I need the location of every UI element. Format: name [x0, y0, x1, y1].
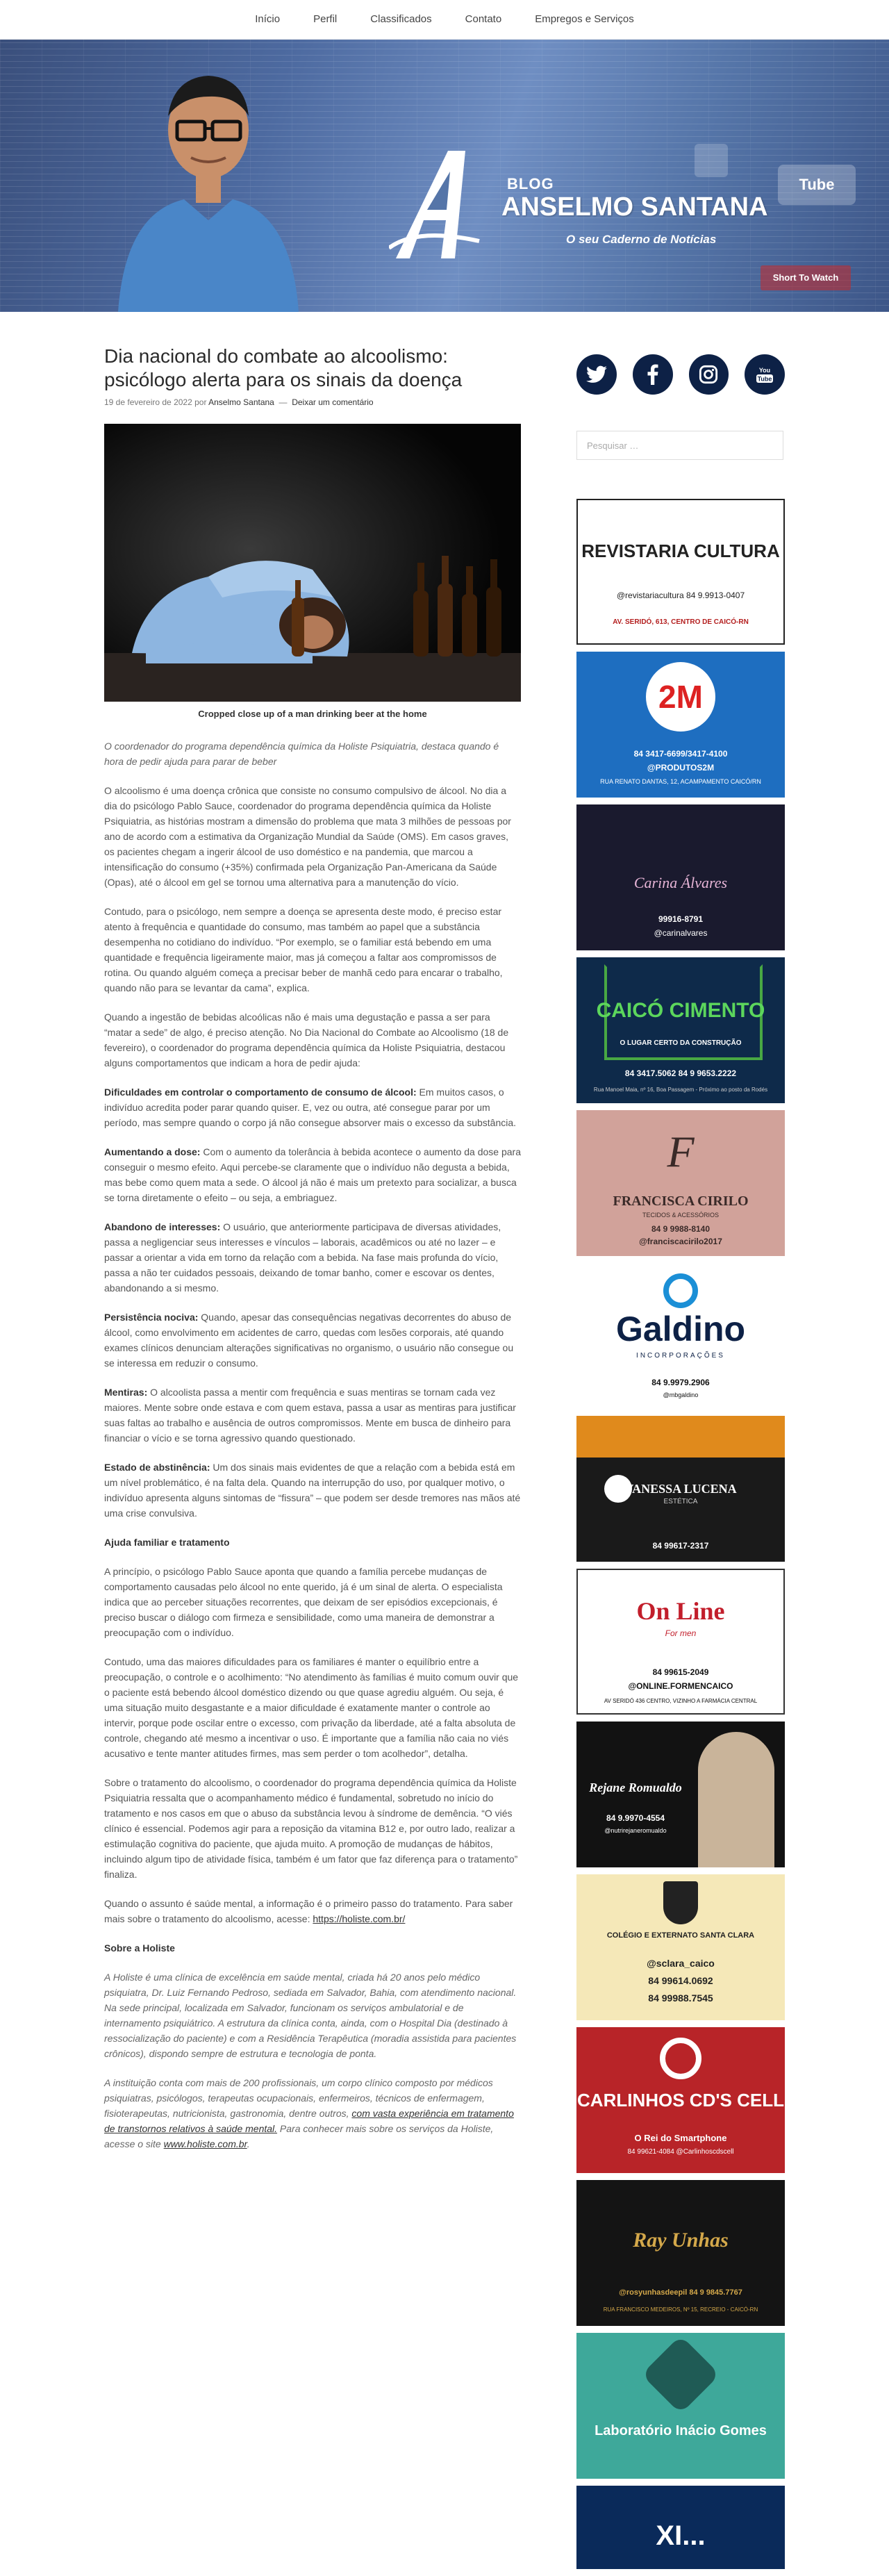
- sign-interests-heading: Abandono de interesses:: [104, 1221, 221, 1232]
- ad-2m[interactable]: [576, 652, 785, 798]
- ad-carina-alvares[interactable]: [576, 804, 785, 950]
- sign-persistence-text: Quando, apesar das consequências negativas decorrentes do abuso de álcool, como envolvimento em acidentes de carro, quedas com lesões corporais, até quando exames clínicos denunciam alterações significativas no organismo, o usuário não consegue ou se interessa em reduzir o consumo.: [104, 1312, 514, 1369]
- blog-tagline: O seu Caderno de Notícias: [566, 233, 717, 246]
- ad-caico-cimento[interactable]: [576, 957, 785, 1103]
- paragraph-7: [104, 1896, 521, 1926]
- ad-title: FRANCISCA CIRILO: [613, 1194, 749, 1209]
- nav-item-perfil[interactable]: Perfil: [313, 13, 338, 25]
- blog-name: ANSELMO SANTANA: [501, 192, 768, 222]
- twitter-icon[interactable]: [576, 354, 617, 395]
- paragraph-9-c: .: [247, 2138, 250, 2149]
- top-navigation: [0, 0, 889, 40]
- facebook-watermark-icon: [695, 144, 728, 177]
- blog-logo-a-icon: [389, 144, 486, 262]
- ad-logo-icon: [641, 2335, 720, 2413]
- ad-phone: 84 9.9979.2906: [651, 1378, 710, 1387]
- facebook-icon[interactable]: [633, 354, 673, 395]
- drunk-man-illustration: [104, 424, 521, 702]
- sign-control-text: Em muitos casos, o indivíduo acredita poder parar quando quiser. E, vez ou outra, até consegue parar por um período, mas sempre quando o corpo já não consegue absorver mais o excesso da substância.: [104, 1087, 517, 1128]
- ad-phone: 84 3417-6699/3417-4100: [633, 749, 728, 759]
- sign-persistence: [104, 1310, 521, 1371]
- sign-lies: [104, 1385, 521, 1446]
- header-banner[interactable]: [0, 40, 889, 312]
- ad-instagram: @sclara_caico: [647, 1958, 715, 1969]
- holiste-site-link[interactable]: www.holiste.com.br: [163, 2138, 247, 2149]
- ad-phone: 84 99615-2049: [652, 1667, 709, 1677]
- meta-separator: —: [279, 397, 288, 407]
- ad-laboratorio-inacio-gomes[interactable]: [576, 2333, 785, 2479]
- youtube-watermark: Tube: [778, 165, 856, 205]
- sidebar: [576, 354, 785, 2576]
- paragraph-9: [104, 2075, 521, 2152]
- post-content: [104, 345, 521, 2165]
- ad-title: CARLINHOS CD'S CELL: [577, 2090, 784, 2111]
- sign-interests-text: O usuário, que anteriormente participava de diversas atividades, passa a negligenciar seus interesses e vínculos – laborais, acadêmicos ou até no lazer – e passar a orientar a vida em torno da relação com a bebida. Na fase mais profunda do vício, passa a não ter cuidados pessoais, deixando de tomar banho, comer e escovar os dentes, abandonando a si mesmo.: [104, 1221, 501, 1294]
- sign-interests: [104, 1219, 521, 1296]
- ad-instagram: @franciscacirilo2017: [639, 1237, 722, 1246]
- ad-contact: @rosyunhasdeepil 84 9 9845.7767: [619, 2288, 742, 2297]
- ad-subtitle: TECIDOS & ACESSÓRIOS: [642, 1212, 720, 1219]
- paragraph-8: A Holiste é uma clínica de excelência em saúde mental, criada há 20 anos pelo médico psiquiatra, Dr. Luiz Fernando Pedroso, sediada em Salvador, Bahia, com atendimento nacional. Na sede principal, localizada em Salvador, funcionam os serviços ambulatorial e de internamento psiquiátrico. A estrutura da clínica conta, ainda, com o Hospital Dia (destinado à ressocialização do paciente) e com a Residência Terapêutica (moradia assistida para pacientes crônicos), dispondo sempre de estrutura e tecnologia de ponta.: [104, 1972, 517, 2059]
- ad-phone: 84 9 9988-8140: [651, 1224, 711, 1234]
- ad-instagram: @nutrirejaneromualdo: [604, 1827, 667, 1834]
- ad-phone: 84 9.9970-4554: [606, 1813, 665, 1823]
- sign-control-heading: Dificuldades em controlar o comportamento de consumo de álcool:: [104, 1087, 417, 1098]
- ad-rejane-romualdo[interactable]: [576, 1722, 785, 1867]
- nav-item-empregos[interactable]: Empregos e Serviços: [535, 13, 634, 25]
- ad-title: COLÉGIO E EXTERNATO SANTA CLARA: [606, 1931, 755, 1940]
- sign-lies-text: O alcoolista passa a mentir com frequência e suas mentiras se tornam cada vez maiores. Mente sobre onde estava e com quem estava, passa a usar as mentiras para justificar suas faltas ao trabalho e ausência de outros compromissos. Mente em busca de dinheiro para financiar o vício e se torna agressivo quando questionado.: [104, 1387, 516, 1444]
- sign-persistence-heading: Persistência nociva:: [104, 1312, 199, 1323]
- post-by: por: [194, 397, 207, 407]
- ad-crest-icon: [663, 1881, 698, 1924]
- post-lead: O coordenador do programa dependência química da Holiste Psiquiatria, destaca quando é hora de pedir ajuda para parar de beber: [104, 741, 499, 767]
- ad-phone-1: 84 99614.0692: [648, 1975, 713, 1986]
- ad-monogram-icon: F: [667, 1127, 695, 1176]
- ad-title: XI...: [656, 2520, 706, 2551]
- post-author[interactable]: Anselmo Santana: [208, 397, 274, 407]
- sign-abstinence-heading: Estado de abstinência:: [104, 1462, 210, 1473]
- ad-logo-icon: [660, 2038, 701, 2079]
- ad-subtitle: For men: [665, 1628, 697, 1638]
- paragraph-4: A princípio, o psicólogo Pablo Sauce aponta que quando a família percebe mudanças de comportamento causadas pelo álcool no ente querido, já é um sinal de alerta. O especialista indica que ao perceber situações recorrentes, que deixam de ser episódios excepcionais, é preciso buscar o diálogo com firmeza e sensibilidade, como uma maneira de demonstrar a preocupação com o indivíduo.: [104, 1566, 503, 1638]
- ad-instagram: @ONLINE.FORMENCAICO: [628, 1681, 733, 1691]
- paragraph-6: Sobre o tratamento do alcoolismo, o coordenador do programa dependência química da Holiste Psiquiatria ressalta que o acompanhamento médico é fundamental, sobretudo no início do tratamento e nos casos em que o abuso da substância levou à síndrome de demência. “O viés clínico é essencial. Podemos agir para a reposição da vitamina B12 e, por outro lado, realizar a estimulação cognitiva do paciente, que ajuda muito. A promoção de mudanças de hábitos, incluindo algum tipo de atividade física, também é um fator que faz diferença para o tratamento” finaliza.: [104, 1777, 518, 1880]
- search-input[interactable]: Pesquisar …: [576, 431, 783, 460]
- ad-vanessa-lucena[interactable]: [576, 1416, 785, 1562]
- post-meta: [104, 397, 521, 407]
- ad-phone: 84 3417.5062 84 9 9653.2222: [624, 1068, 737, 1078]
- ad-portrait: [698, 1732, 774, 1867]
- nav-item-contato[interactable]: Contato: [465, 13, 502, 25]
- ad-title: Galdino: [615, 1310, 746, 1348]
- ad-logo-icon: [663, 1273, 698, 1308]
- ad-subtitle: O LUGAR CERTO DA CONSTRUÇÃO: [620, 1039, 742, 1047]
- post-title: Dia nacional do combate ao alcoolismo: psicólogo alerta para os sinais da doença: [104, 345, 463, 390]
- image-caption: Cropped close up of a man drinking beer at the home: [198, 709, 427, 719]
- ad-instagram: @carinalvares: [654, 928, 708, 938]
- ad-title: CAICÓ CIMENTO: [596, 999, 765, 1022]
- featured-image: [104, 424, 521, 702]
- ad-santa-clara[interactable]: [576, 1874, 785, 2020]
- ad-address: RUA FRANCISCO MEDEIROS, Nº 15, RECREIO - CAICÓ-RN: [603, 2306, 758, 2313]
- holiste-link[interactable]: https://holiste.com.br/: [313, 1913, 406, 1924]
- sign-abstinence-text: Um dos sinais mais evidentes de que a relação com a bebida está em um nível problemático, é na falta dela. Quando na interrupção do uso, por qualquer motivo, o indivíduo apresenta alguns sintomas de “fissura” – que podem ser desde tremores nas mãos até uma crise convulsiva.: [104, 1462, 521, 1519]
- heading-family-help: Ajuda familiar e tratamento: [104, 1537, 230, 1548]
- youtube-icon[interactable]: [745, 354, 785, 395]
- nav-item-classificados[interactable]: Classificados: [370, 13, 432, 25]
- ad-revistaria-cultura[interactable]: [576, 499, 785, 645]
- paragraph-7-text: Quando o assunto é saúde mental, a informação é o primeiro passo do tratamento. Para saber mais sobre o tratamento do alcoolismo, acesse:: [104, 1898, 513, 1924]
- sign-abstinence: [104, 1460, 521, 1521]
- ad-galdino[interactable]: [576, 1263, 785, 1409]
- paragraph-9-a: A instituição conta com mais de 200 profissionais, um corpo clínico composto por médicos psiquiatras, psicólogos, terapeutas ocupacionais, enfermeiros, técnicos de enfermagem, fisioterapeutas, nutricionista, gastronomia, dentre outros,: [104, 2077, 493, 2119]
- watch-watermark: Short To Watch: [761, 265, 851, 290]
- paragraph-3: Quando a ingestão de bebidas alcoólicas não é mais uma degustação e passa a ser para “matar a sede” de algo, é preciso atenção. No Dia Nacional do Combate ao Alcoolismo (18 de fevereiro), o coordenador do programa dependência química da Holiste Psiquiatria, destacou alguns comportamentos que indicam a hora de pedir ajuda:: [104, 1012, 509, 1068]
- ad-address: AV. SERIDÓ, 613, CENTRO DE CAICÓ-RN: [613, 618, 749, 626]
- svg-text:You: You: [758, 367, 771, 374]
- ad-address: AV SERIDÓ 436 CENTRO, VIZINHO A FARMÁCIA CENTRAL: [604, 1698, 758, 1704]
- ad-ray-unhas[interactable]: [576, 2180, 785, 2326]
- ad-carlinhos-cds-cell[interactable]: [576, 2027, 785, 2173]
- ad-orange-band: [576, 1416, 785, 1458]
- blog-label: BLOG: [507, 175, 554, 192]
- ad-title: Carina Álvares: [633, 874, 728, 891]
- ad-subtitle: ESTÉTICA: [663, 1498, 698, 1505]
- experience-link[interactable]: com vasta experiência em tratamento de transtornos relativos à saúde mental.: [104, 2108, 514, 2134]
- sign-dose-heading: Aumentando a dose:: [104, 1146, 201, 1157]
- ad-title: REVISTARIA CULTURA: [581, 540, 780, 561]
- paragraph-9-b: Para conhecer mais sobre os serviços da Holiste, acesse o site: [104, 2123, 494, 2149]
- svg-text:Tube: Tube: [757, 375, 772, 383]
- leave-comment-link[interactable]: Deixar um comentário: [292, 397, 374, 407]
- social-links: [576, 354, 785, 395]
- ad-phone: 99916-8791: [658, 914, 704, 924]
- ad-contact: @revistariacultura 84 9.9913-0407: [616, 591, 745, 600]
- paragraph-1: O alcoolismo é uma doença crônica que consiste no consumo compulsivo de álcool. No dia a dia do psicólogo Pablo Sauce, coordenador do programa dependência química da Holiste Psiquiatria, as histórias mostram a dimensão do problema que mata 3 milhões de pessoas por ano de acordo com a estimativa da Organização Mundial da Saúde (OMS). Em casos graves, os pacientes chegam a ingerir álcool de uso doméstico e na pandemia, que marcou a intensificação do consumo (+35%) confirmada pela Organização Pan-Americana da Saúde (Opas), até o álcool em gel se tornou uma alternativa para a manutenção do vício.: [104, 785, 511, 888]
- instagram-icon[interactable]: [689, 354, 729, 395]
- ad-title: Laboratório Inácio Gomes: [595, 2423, 767, 2438]
- ad-partial[interactable]: [576, 2486, 785, 2569]
- sign-lies-heading: Mentiras:: [104, 1387, 148, 1398]
- ad-phone: 84 99621-4084 @Carlinhoscdscell: [627, 2148, 734, 2156]
- ad-title: Ray Unhas: [633, 2229, 729, 2252]
- ad-subtitle: O Rei do Smartphone: [634, 2133, 727, 2143]
- ad-title: On Line: [636, 1597, 725, 1625]
- nav-item-inicio[interactable]: Início: [255, 13, 281, 25]
- ad-address: RUA RENATO DANTAS, 12, ACAMPAMENTO CAICÓ/RN: [600, 778, 761, 785]
- sign-dose: [104, 1144, 521, 1205]
- ad-phone-2: 84 99988.7545: [648, 1992, 713, 2004]
- ad-title: Rejane Romualdo: [589, 1781, 682, 1794]
- sign-control: [104, 1084, 521, 1130]
- post-date[interactable]: 19 de fevereiro de 2022: [104, 397, 192, 407]
- post-body: [104, 738, 521, 2152]
- ad-francisca-cirilo[interactable]: [576, 1110, 785, 1256]
- paragraph-5: Contudo, uma das maiores dificuldades para os familiares é manter o equilíbrio entre a preocupação, o controle e o acolhimento: “No atendimento às famílias é muito comum ouvir que o paciente está bebendo álcool doméstico dizendo ou que quase agrediu alguém. Ou seja, é uma situação muito desgastante e a maior dificuldade é exatamente manter o controle ao intervir, porque pode oscilar entre o excesso, com privação da liberdade, até a falta absoluta de controle, chegando até mesmo a incentivar o uso. É importante que a família não caia no viés acusativo e tente manter atitudes firmes, mas sem perder o tom acolhedor”, detalha.: [104, 1656, 519, 1759]
- ad-address: Rua Manoel Maia, nº 16, Boa Passagem - Próximo ao posto da Rodés: [593, 1087, 768, 1093]
- sign-dose-text: Com o aumento da tolerância à bebida acontece o aumento da dose para conseguir o mesmo efeito. Aqui percebe-se claramente que o indivíduo não degusta a bebida, mas bebe como quem mata a sede. O álcool já não é mais um pretexto para socializar, a busca se torna diretamente o efeito – ou seja, a embriaguez.: [104, 1146, 522, 1203]
- ad-instagram: @mbgaldino: [663, 1392, 699, 1398]
- paragraph-2: Contudo, para o psicólogo, nem sempre a doença se apresenta deste modo, é preciso estar atento à frequência e quantidade do consumo, mas também ao papel que a substância desempenha no cotidiano do indivíduo. “Por exemplo, se o familiar está bebendo em uma quantidade e frequência ligeiramente maior, mas já começou a faltar aos compromissos de rotina. Ou quando alguém começa a precisar beber de manhã cedo para encarar o trabalho, quando não para se levantar da cama”, explica.: [104, 906, 503, 993]
- ad-instagram: @PRODUTOS2M: [647, 763, 715, 773]
- heading-about-holiste: Sobre a Holiste: [104, 1942, 175, 1954]
- ad-title: VANESSA LUCENA: [624, 1482, 737, 1496]
- ad-subtitle: INCORPORAÇÕES: [636, 1352, 725, 1360]
- ad-phone: 84 99617-2317: [652, 1541, 709, 1551]
- ad-online-formen[interactable]: [576, 1569, 785, 1715]
- blogger-portrait: [118, 60, 299, 312]
- ad-title: 2M: [658, 679, 703, 715]
